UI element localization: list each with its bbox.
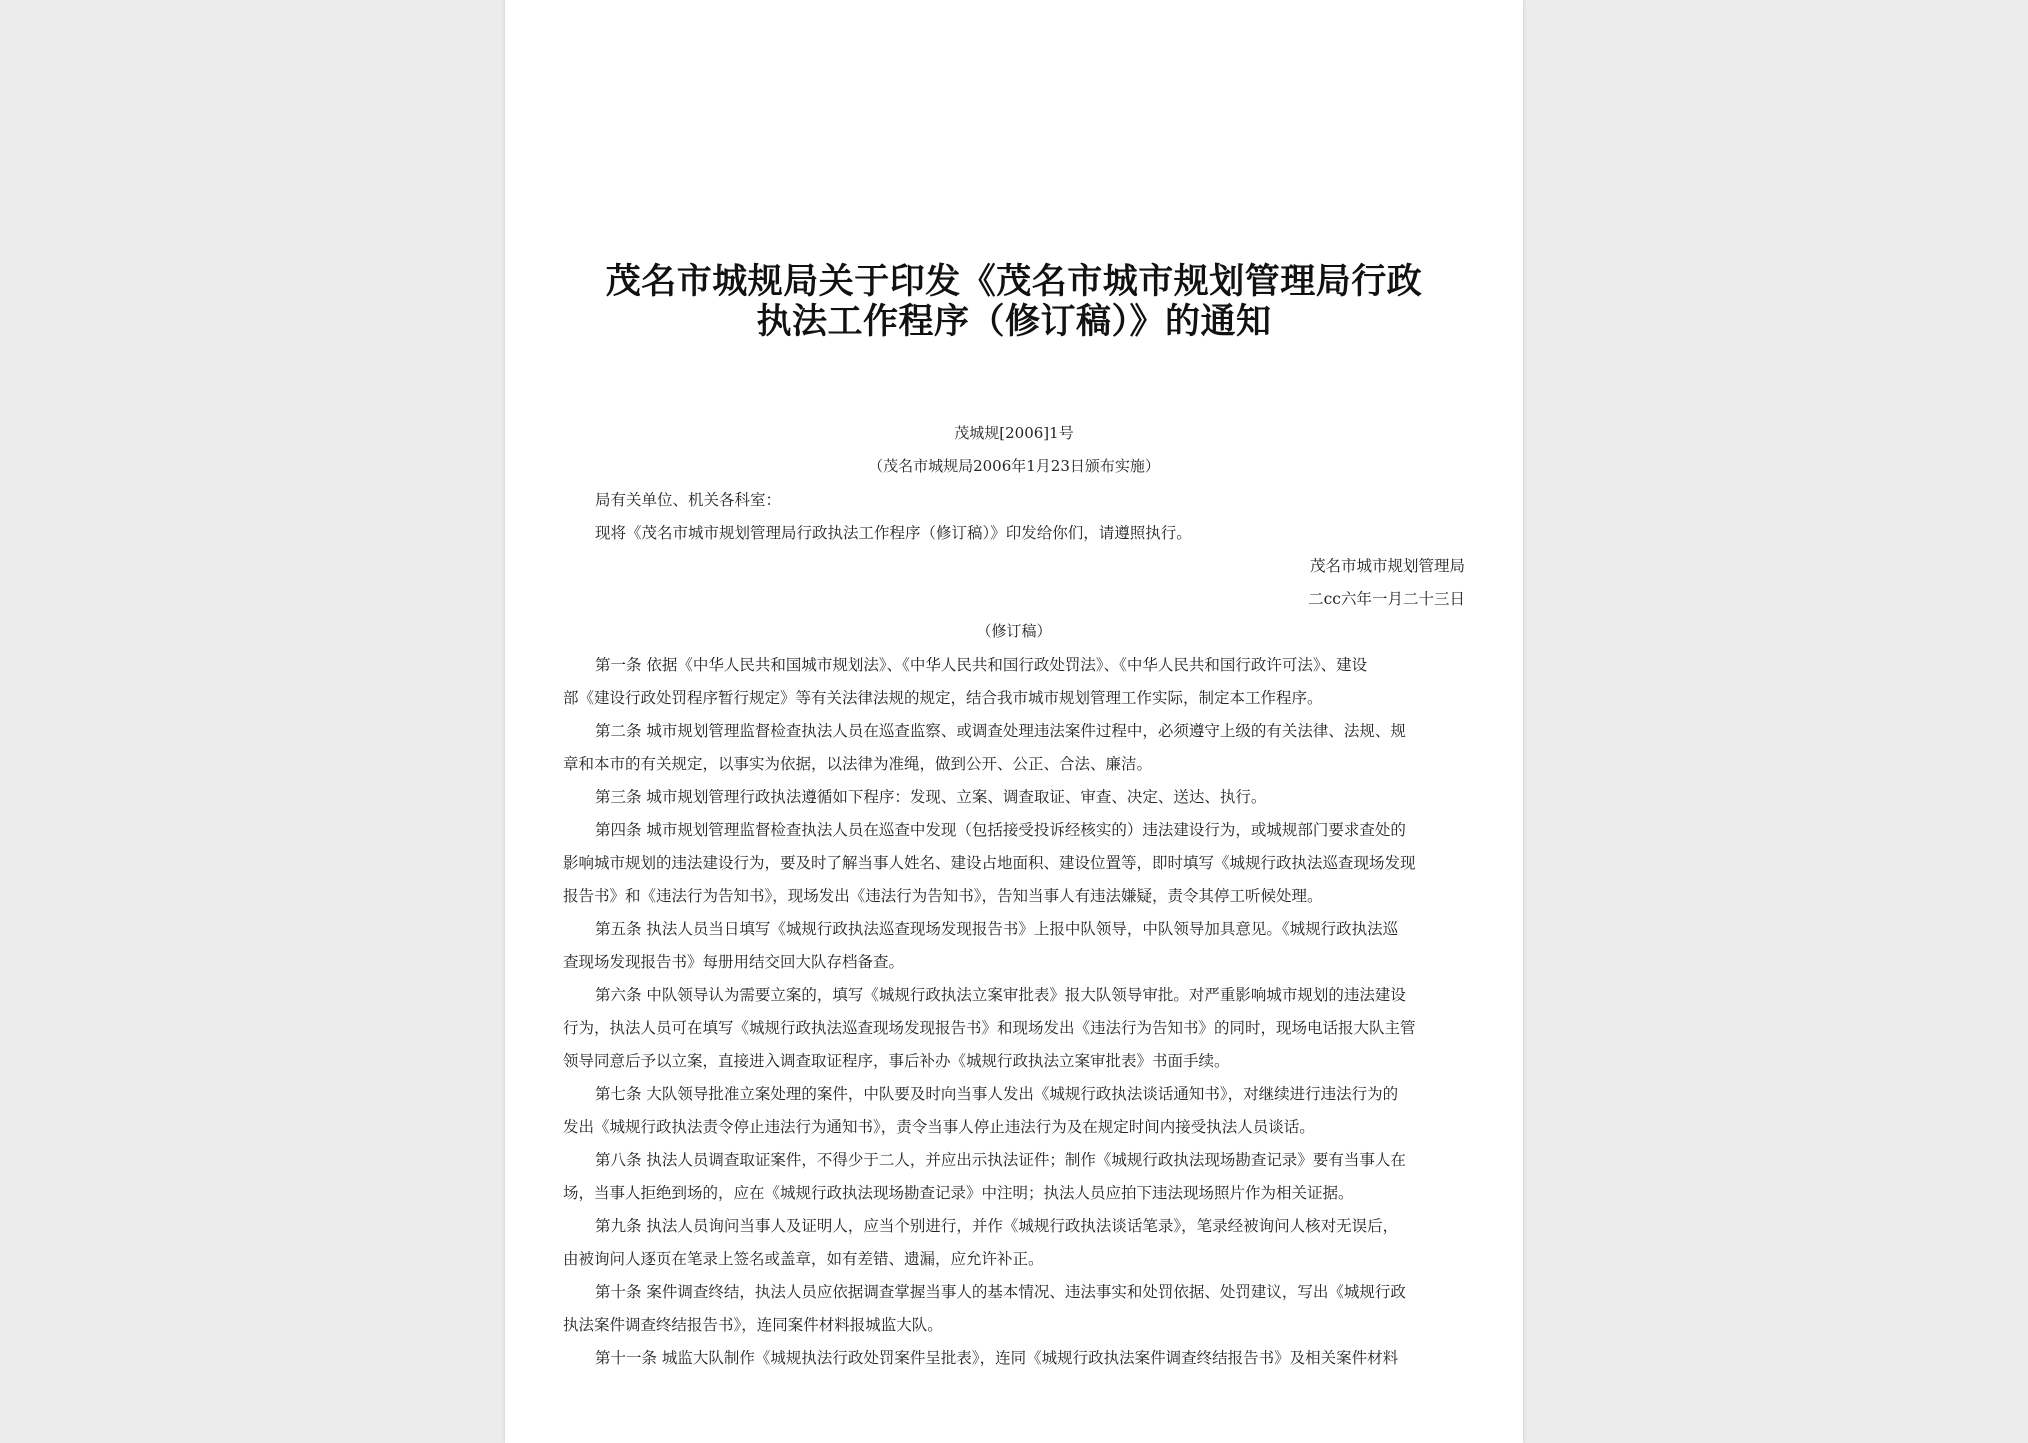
issue-note: （茂名市城规局2006年1月23日颁布实施） (868, 457, 1160, 475)
article-line: 执法案件调查终结报告书》，连同案件材料报城监大队。 (563, 1316, 943, 1334)
issuer-signature: 茂名市城市规划管理局 (1309, 557, 1465, 575)
article-line: 发出《城规行政执法责令停止违法行为通知书》，责令当事人停止违法行为及在规定时间内接受执法人员谈话。 (563, 1118, 1315, 1136)
article-line: 第三条 城市规划管理行政执法遵循如下程序：发现、立案、调查取证、审查、决定、送达、执行。 (595, 788, 1267, 806)
article-line: 第四条 城市规划管理监督检查执法人员在巡查中发现（包括接受投诉经核实的）违法建设行为，或城规部门要求查处的 (595, 821, 1406, 839)
article-line: 领导同意后予以立案，直接进入调查取证程序，事后补办《城规行政执法立案审批表》书面手续。 (563, 1052, 1230, 1070)
article-line: 第五条 执法人员当日填写《城规行政执法巡查现场发现报告书》上报中队领导，中队领导加具意见。《城规行政执法巡 (595, 920, 1399, 938)
article-line: 由被询问人逐页在笔录上签名或盖章，如有差错、遗漏，应允许补正。 (563, 1250, 1044, 1268)
article-line: 行为，执法人员可在填写《城规行政执法巡查现场发现报告书》和现场发出《违法行为告知书》的同时，现场电话报大队主管 (563, 1019, 1416, 1037)
article-line: 第八条 执法人员调查取证案件，不得少于二人，并应出示执法证件；制作《城规行政执法现场勘查记录》要有当事人在 (595, 1151, 1406, 1169)
document-title (565, 262, 1463, 342)
article-line: 第二条 城市规划管理监督检查执法人员在巡查监察、或调查处理违法案件过程中，必须遵守上级的有关法律、法规、规 (595, 722, 1406, 740)
article-line: 报告书》和《违法行为告知书》，现场发出《违法行为告知书》，告知当事人有违法嫌疑，责令其停工听候处理。 (563, 887, 1323, 905)
title-line-1: 茂名市城规局关于印发《茂名市城市规划管理局行政 (605, 262, 1423, 302)
issue-date: 二cc六年一月二十三日 (1308, 590, 1465, 608)
title-line-2: 执法工作程序（修订稿）》的通知 (756, 302, 1272, 342)
article-line: 第十一条 城监大队制作《城规执法行政处罚案件呈批表》，连同《城规行政执法案件调查终结报告书》及相关案件材料 (595, 1349, 1399, 1367)
doc-number: 茂城规[2006]1号 (954, 424, 1074, 442)
addressee: 局有关单位、机关各科室： (595, 491, 782, 509)
document-page (505, 0, 1523, 1443)
article-line: 第一条 依据《中华人民共和国城市规划法》、《中华人民共和国行政处罚法》、《中华人民共和国行政许可法》、建设 (595, 656, 1368, 674)
article-line: 场，当事人拒绝到场的，应在《城规行政执法现场勘查记录》中注明；执法人员应拍下违法现场照片作为相关证据。 (563, 1184, 1354, 1202)
intro-paragraph: 现将《茂名市城市规划管理局行政执法工作程序（修订稿）》印发给你们，请遵照执行。 (595, 524, 1192, 542)
article-line: 第七条 大队领导批准立案处理的案件，中队要及时向当事人发出《城规行政执法谈话通知书》，对继续进行违法行为的 (595, 1085, 1399, 1103)
article-line: 影响城市规划的违法建设行为，要及时了解当事人姓名、建设占地面积、建设位置等，即时填写《城规行政执法巡查现场发现 (563, 854, 1416, 872)
article-line: 章和本市的有关规定，以事实为依据，以法律为准绳，做到公开、公正、合法、廉洁。 (563, 755, 1153, 773)
article-line: 第九条 执法人员询问当事人及证明人，应当个别进行，并作《城规行政执法谈话笔录》，笔录经被询问人核对无误后， (595, 1217, 1399, 1235)
article-line: 第六条 中队领导认为需要立案的，填写《城规行政执法立案审批表》报大队领导审批。对严重影响城市规划的违法建设 (595, 986, 1406, 1004)
article-line: 第十条 案件调查终结，执法人员应依据调查掌握当事人的基本情况、违法事实和处罚依据、处罚建议，写出《城规行政 (595, 1283, 1406, 1301)
article-line: 部《建设行政处罚程序暂行规定》等有关法律法规的规定，结合我市城市规划管理工作实际，制定本工作程序。 (563, 689, 1323, 707)
draft-subtitle: （修订稿） (976, 622, 1052, 640)
article-line: 查现场发现报告书》每册用结交回大队存档备查。 (563, 953, 905, 971)
